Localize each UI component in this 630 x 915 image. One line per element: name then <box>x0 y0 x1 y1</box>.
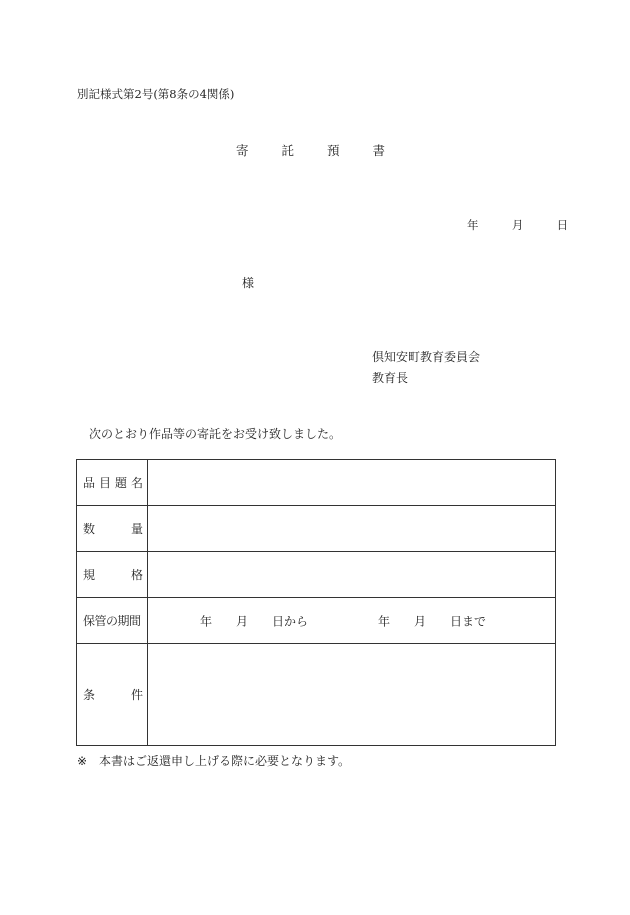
quantity-value <box>148 506 556 552</box>
quantity-label <box>77 506 148 552</box>
specification-label <box>77 552 148 598</box>
date-line <box>467 217 568 233</box>
label-text <box>83 474 143 491</box>
label-char: 規 <box>83 568 96 582</box>
label-char: 題 <box>114 476 127 490</box>
issuer-title: 教育長 <box>372 371 409 385</box>
document-title: 寄託預書 <box>236 143 419 158</box>
date-day: 日 <box>556 218 569 232</box>
label-text <box>83 612 143 629</box>
note-text: 本書はご返還申し上げる際に必要となります。 <box>99 754 351 768</box>
table-row <box>77 598 556 644</box>
label-char: 条 <box>83 688 96 702</box>
label-char: 目 <box>98 476 111 490</box>
conditions-label <box>77 644 148 746</box>
item-title-value <box>148 460 556 506</box>
addressee-suffix: 様 <box>242 276 255 290</box>
period-start-day: 日から <box>272 614 309 628</box>
footnote <box>77 752 350 769</box>
period-start-month: 月 <box>236 614 249 628</box>
table-row <box>77 460 556 506</box>
label-text <box>83 520 143 537</box>
item-title-label <box>77 460 148 506</box>
period-start-year: 年 <box>200 614 213 628</box>
period-end-day: 日まで <box>450 614 487 628</box>
date-year: 年 <box>467 218 479 232</box>
label-char: 量 <box>130 522 143 536</box>
form-identifier: 別記様式第2号(第8条の4関係) <box>77 87 235 101</box>
date-month: 月 <box>511 218 524 232</box>
label-char: 格 <box>130 568 143 582</box>
deposit-table <box>76 459 556 746</box>
label-char: 件 <box>130 688 143 702</box>
table-row <box>77 552 556 598</box>
body-text: 次のとおり作品等の寄託をお受け致しました。 <box>89 427 342 441</box>
label-char: 名 <box>130 476 143 490</box>
storage-period-label-text: 保管の期間 <box>83 614 141 628</box>
table-row <box>77 506 556 552</box>
note-mark: ※ <box>77 754 88 768</box>
specification-value <box>148 552 556 598</box>
issuer-organization: 倶知安町教育委員会 <box>372 350 481 364</box>
conditions-value <box>148 644 556 746</box>
label-text <box>83 686 143 703</box>
label-char: 数 <box>83 522 96 536</box>
storage-period-label <box>77 598 148 644</box>
storage-period-value <box>148 598 556 644</box>
table-row <box>77 644 556 746</box>
period-end-month: 月 <box>414 614 427 628</box>
label-text <box>83 566 143 583</box>
label-char: 品 <box>83 476 96 490</box>
period-end-year: 年 <box>378 614 391 628</box>
